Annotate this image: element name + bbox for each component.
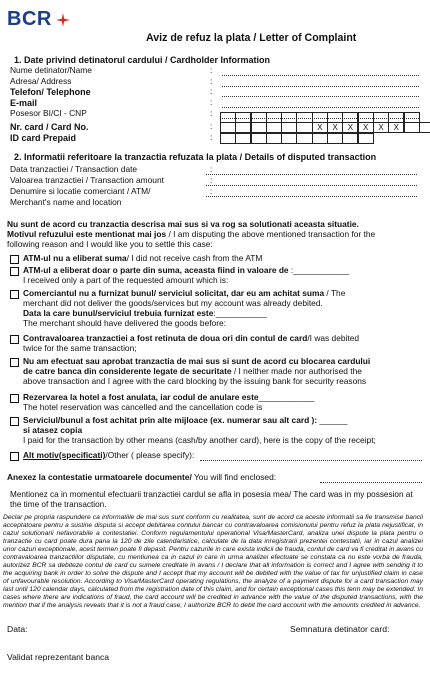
reason-label-2: si atasez copia [23,424,83,435]
cnp-digit-cell[interactable] [266,112,282,123]
prepaid-id-cell[interactable] [281,133,297,144]
reason-fill: :____________ [288,265,350,275]
cardholder-field-row[interactable] [10,87,220,98]
reason-goods-not-delivered[interactable] [10,289,420,329]
cnp-digit-cell[interactable] [312,112,328,123]
checkbox[interactable] [10,290,19,299]
colon: : [210,65,213,76]
reason-label-en: I received only a part of the requested amount which is: [23,274,229,285]
card-digit-cell[interactable]: X [327,122,343,133]
prepaid-id-cell[interactable] [251,133,267,144]
reason-label: ATM-ul a eliberat doar o parte din suma, aceasta fiind in valoare de [23,265,289,275]
cardholder-field-label: Posesor BI/CI - CNP [10,108,87,119]
card-digit-cell[interactable] [235,122,251,133]
statement-line2-rest: / I am disputing the above mentioned transaction for the [166,228,376,239]
page-title: Aviz de refuz la plata / Letter of Complaint [146,32,357,44]
prepaid-id-cell[interactable] [312,133,328,144]
reason-label-en: / The [324,288,346,298]
transaction-amount-line[interactable] [206,185,417,186]
cardholder-field-row[interactable] [10,133,220,144]
cardholder-field-line[interactable] [222,75,419,76]
transaction-amount-row[interactable] [10,176,220,187]
cardholder-field-label: Nr. card / Card No. [10,121,89,132]
card-digit-cell[interactable]: X [373,122,389,133]
prepaid-id-cell[interactable] [266,133,282,144]
date-label: Data: [7,624,28,634]
statement-line1: Nu sunt de acord cu tranzactia descrisa mai sus si va rog sa solutionati aceasta situatie. [7,219,359,229]
prepaid-id-grid[interactable] [220,133,373,144]
delivery-date-label: Data la care bunul/serviciul trebuia furnizat este [23,307,214,318]
bcr-emblem-icon [55,12,71,28]
prepaid-id-cell[interactable] [220,133,236,144]
transaction-date-label: Data tranzactiei / Transaction date [10,164,138,175]
card-digit-cell[interactable] [220,122,236,133]
cardholder-field-row[interactable] [10,109,220,120]
reason-label-en: I paid for the transaction by other means (cash/by another card), here is the copy of the receipt; [23,434,376,445]
checkbox[interactable] [10,255,19,264]
reason-label: Alt motiv(specificati) [23,450,106,460]
reason-label: Nu am efectuat sau aprobat tranzactia de mai sus si sunt de acord cu blocarea cardului [23,356,371,366]
reason-label-en-2: twice for the same transaction; [23,342,137,353]
delivery-date-label-en: The merchant should have delivered the goods before: [23,317,226,328]
checkbox[interactable] [10,358,19,367]
reason-label-en-2: above transaction and I agree with the card blocking by the issuing bank for security reasons [23,375,367,386]
reason-hotel-cancelled[interactable] [10,393,420,413]
enclosures-line[interactable] [320,482,422,483]
reason-label: Rezervarea la hotel a fost anulata, iar codul de anulare este [23,392,259,402]
section2-heading: 2. Informatii referitoare la tranzactia refuzata la plata / Details of disputed transaction [14,152,377,162]
cnp-digit-cell[interactable] [404,112,420,123]
reason-label-en: /I was debited [307,333,360,343]
reason-label-en: The hotel reservation was cancelled and the cancellation code is [23,401,263,412]
checkbox[interactable] [10,267,19,276]
reason-label: Comerciantul nu a furnizat bunul/ serviciul solicitat, dar eu am achitat suma [23,288,325,298]
card-digit-cell[interactable] [251,122,267,133]
reason-label: Serviciul/bunul a fost achitat prin alte mijloace (ex. numerar sau alt card ): [23,415,318,425]
reason-label: ATM-ul nu a eliberat suma [23,253,127,263]
reason-label-en: /Other ( please specify): [105,450,195,460]
reason-label-en-2: merchant did not deliver the goods/services but my account was already debited. [23,297,323,308]
colon: : [210,108,213,119]
checkbox[interactable] [10,417,19,426]
enclosures-label-en: You will find enclosed: [191,472,277,482]
card-digit-cell[interactable]: X [388,122,404,133]
reason-atm-no-cash[interactable] [10,254,420,264]
merchant-label: Denumire si locatie comerciant / ATM/ [10,186,151,197]
reason-fill: ______ [317,415,348,425]
cnp-digit-cell[interactable] [373,112,389,123]
transaction-amount-label: Valoarea tranzactiei / Transaction amount [10,175,164,186]
cnp-grid[interactable] [220,112,419,123]
colon: : [210,86,213,97]
bank-validation-label: Validat reprezentant banca [7,652,110,662]
other-reason-line[interactable] [200,460,422,461]
disclaimer: Declar pe propria raspundere ca informatiile de mai sus sunt conform cu realitatea, sunt de acord ca aceste informatii sa fie transmise bancii acceptatoare pentru a sustine disputa si accept debitarea contului bancar cu contravaloarea comisionului pentru refuz la plata nejustificat, in cazul solutionarii nefavorabile a contestatiei. Conform regulamentului operational Visa/MasterCard, analiza unei dispute la plata pentru o tranzactie cu card poate dura pana la 120 de zile calendaristice, calculate de la data inregistrarii prezentei contestatii, iar in cazul analizei unor cazuri exceptionale, acest termen poate fi depasit. Pentru cazurile in care exista indicii de frauda, contul de card va fi creditat in avans cu contravaloarea tranzactiilor disputate, cu mentiunea ca in cazul in care in urma analizei efectuate se constata ca nu este vorba de frauda, autorizez BCR sa debiteze contul de card cu sumele creditate in avans / I declare that all information is correct and I agree with sending it to the acquiring bank in order to solve the dispute and I accept that my account will be debited with the value of tax for unjustified claim in case of unfavourable resolution. According to Visa/MasterCard operating regulations, the analyze of a payment dispute for a card transaction may last until 120 calendar days, calculated from the registration date of this claim, and for certain exceptional cases this term may be extended. In cases where there are indications of fraud, the card account will be credited in advance with the value of the disputed transactions, with the mention that if the analysis reveals that it is not a fraud case, I authorize BCR to debit the card account with the amounts credited in advance. [3,514,423,610]
cardholder-field-label: Nume detinator/Name [10,65,92,76]
cardholder-field-label: Adresa/ Address [10,76,72,87]
prepaid-id-cell[interactable] [342,133,358,144]
logo-text: BCR [7,8,52,30]
card-digit-cell[interactable]: X [312,122,328,133]
cnp-digit-cell[interactable] [296,112,312,123]
bcr-logo [7,8,71,32]
prepaid-id-cell[interactable] [296,133,312,144]
merchant-label-en: Merchant's name and location [10,197,122,208]
statement [7,220,423,250]
reason-atm-partial-cash[interactable] [10,266,420,286]
reason-label-2: de catre banca din considerente legate de securitate [23,365,232,376]
colon: : [210,76,213,87]
reason-label-en: / I did not receive cash from the ATM [126,253,263,263]
reason-label-en: / I neither made nor authorised the [231,365,362,376]
checkbox[interactable] [10,394,19,403]
cardholder-field-line[interactable] [222,107,419,108]
checkbox[interactable] [10,335,19,344]
delivery-date-fill: :___________ [213,307,267,318]
colon: : [210,186,213,197]
transaction-date-line[interactable] [206,174,417,175]
reason-label: Contravaloarea tranzactiei a fost retinuta de doua ori din contul de card [23,333,308,343]
colon: : [210,121,213,132]
reason-debited-twice[interactable] [10,334,420,354]
card-digit-cell[interactable] [419,122,430,133]
merchant-line[interactable] [206,196,417,197]
colon: : [210,97,213,108]
signature-label: Semnatura detinator card: [290,624,390,634]
colon: : [210,132,213,143]
enclosures-label: Anexez la contestatie urmatoarele documente/ [7,472,192,482]
cnp-digit-cell[interactable] [342,112,358,123]
colon: : [210,164,213,175]
cardholder-field-row[interactable] [10,98,220,109]
checkbox[interactable] [10,452,19,461]
cnp-digit-cell[interactable] [358,112,374,123]
colon: : [210,175,213,186]
cnp-digit-cell[interactable] [327,112,343,123]
merchant-row[interactable] [10,187,220,198]
cnp-digit-cell[interactable] [235,112,251,123]
cancellation-code-fill: ____________ [258,392,315,402]
cnp-digit-cell[interactable] [251,112,267,123]
cardholder-field-label: E-mail [10,97,38,108]
card-digit-cell[interactable] [266,122,282,133]
card-digit-cell[interactable] [296,122,312,133]
cardholder-field-row[interactable] [10,77,220,88]
card-number-grid[interactable] [220,122,430,133]
cardholder-field-label: Telefon/ Telephone [10,86,91,97]
cnp-digit-cell[interactable] [281,112,297,123]
statement-line3: following reason and I would like you to settle this case: [7,238,213,249]
possession-statement: Mentionez ca in momentul efectuarii tranzactiei cardul se afla in posesia mea/ The card was in my possesion at the time of the transaction. [10,490,413,509]
cnp-digit-cell[interactable] [388,112,404,123]
transaction-date-row[interactable] [10,165,220,176]
cardholder-field-row[interactable] [10,66,220,77]
prepaid-id-cell[interactable] [235,133,251,144]
prepaid-id-cell[interactable] [327,133,343,144]
cnp-digit-cell[interactable] [220,112,236,123]
cardholder-field-line[interactable] [222,86,419,87]
card-digit-cell[interactable] [404,122,420,133]
reason-paid-other-means[interactable] [10,416,420,446]
card-digit-cell[interactable]: X [342,122,358,133]
merchant-row-2 [10,198,210,209]
cardholder-field-label: ID card Prepaid [10,132,77,143]
section1-heading: 1. Date privind detinatorul cardului / Cardholder Information [14,55,271,65]
cardholder-field-row[interactable] [10,122,220,133]
card-digit-cell[interactable]: X [358,122,374,133]
prepaid-id-cell[interactable] [358,133,374,144]
cardholder-field-line[interactable] [222,96,419,97]
card-digit-cell[interactable] [281,122,297,133]
statement-line2-bold: Motivul refuzului este mentionat mai jos [7,228,167,239]
reason-not-authorised[interactable] [10,357,420,387]
